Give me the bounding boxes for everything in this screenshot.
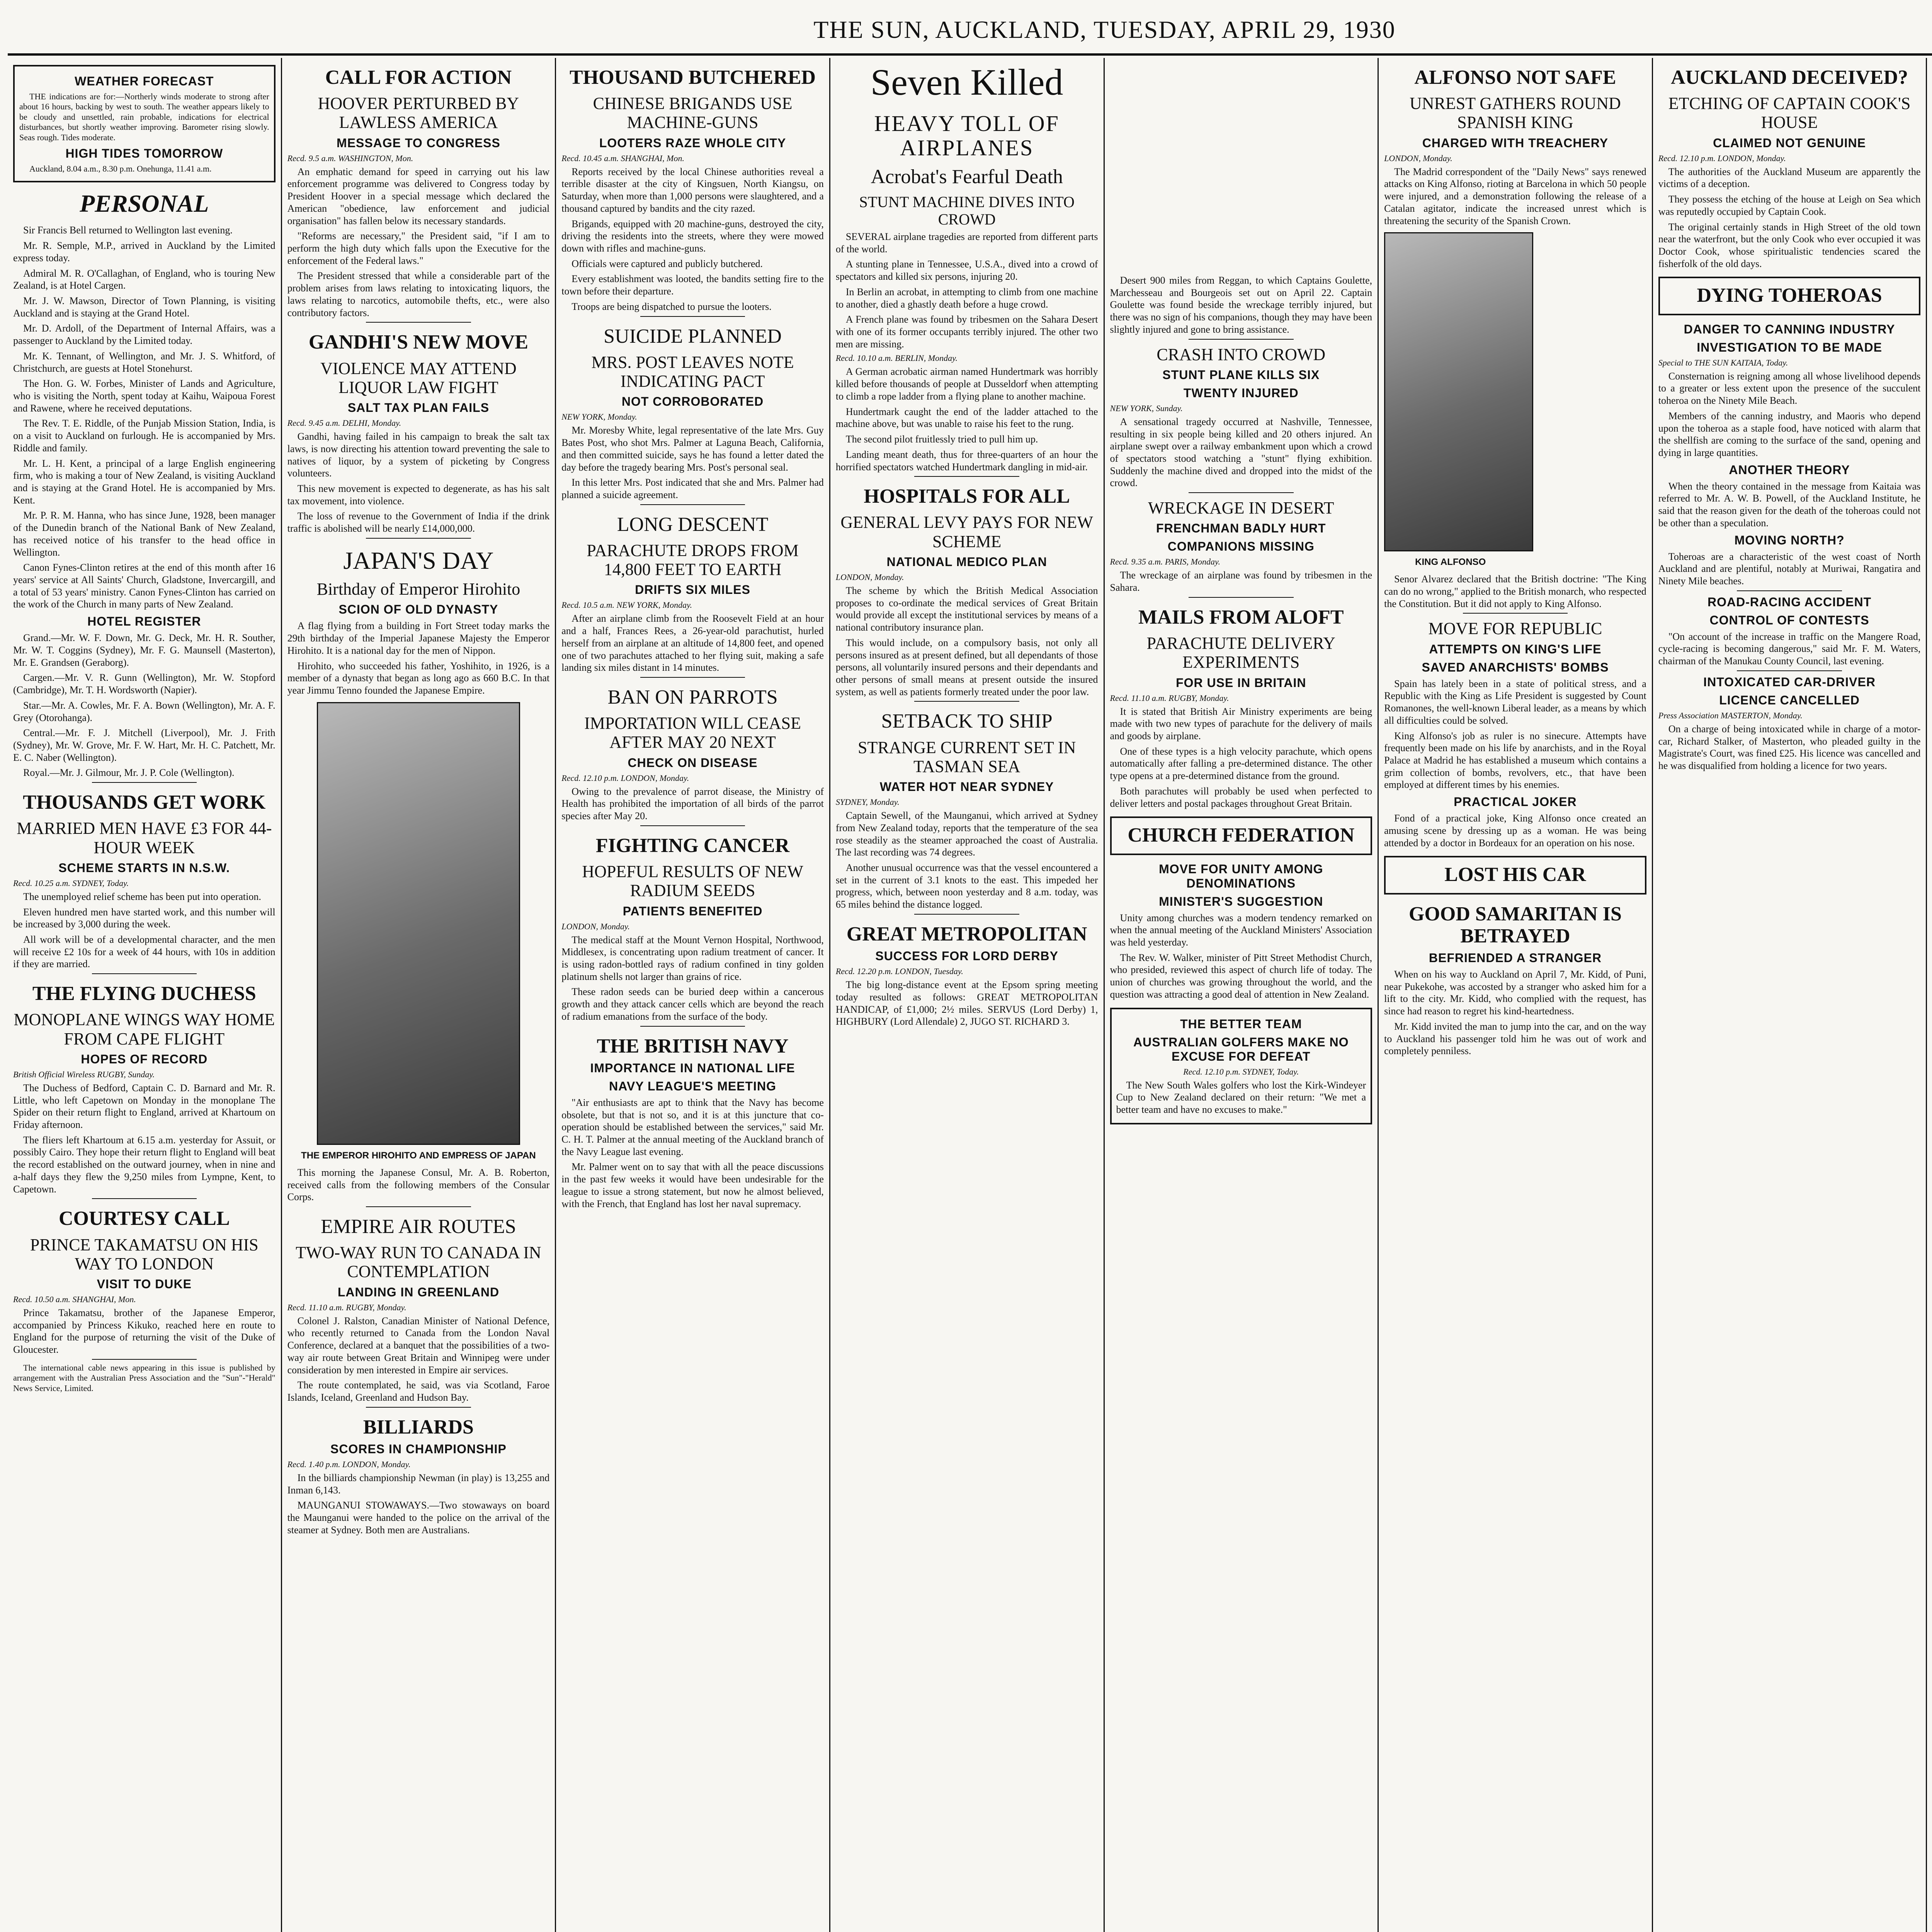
japan-title: JAPAN'S DAY xyxy=(343,546,494,574)
king-alfonso-caption: KING ALFONSO xyxy=(1415,557,1486,568)
maunganui-text: MAUNGANUI STOWAWAYS.—Two stowaways on board the Maunganui were handed to the police on the arrival of the steamer at Sydney. Both men are Australians. xyxy=(287,1500,550,1536)
descent-label: DRIFTS SIX MILES xyxy=(635,583,750,597)
column-4 xyxy=(830,58,1105,1932)
metro-title: GREAT METROPOLITAN xyxy=(846,923,1087,945)
wreck-dateline: Recd. 9.35 a.m. PARIS, Monday. xyxy=(1110,557,1221,567)
duchess-dateline: British Official Wireless RUGBY, Sunday. xyxy=(13,1069,155,1079)
driver-label: LICENCE CANCELLED xyxy=(1719,693,1860,707)
seven-sub: HEAVY TOLL OF AIRPLANES xyxy=(874,111,1060,161)
hospitals-title: HOSPITALS FOR ALL xyxy=(864,485,1070,508)
crash-label: STUNT PLANE KILLS SIX xyxy=(1162,367,1320,382)
car-title: LOST HIS CAR xyxy=(1444,864,1586,886)
divider xyxy=(366,538,471,539)
descent-title: LONG DESCENT xyxy=(617,513,769,536)
church-title: CHURCH FEDERATION xyxy=(1128,824,1355,847)
hospitals-text: This would include, on a compulsory basis, not only all persons insured as at present defined, but all dependants of those persons, all voluntarily insured persons and their dependants and other persons of small means at present outside the insured system, as well as patients formerly treated under the poor law. xyxy=(835,637,1098,697)
car-sub: GOOD SAMARITAN IS BETRAYED xyxy=(1409,903,1622,947)
seven-intro: SEVERAL airplane tragedies are reported from different parts of the world. xyxy=(835,231,1098,255)
work-text: The unemployed relief scheme has been put into operation. xyxy=(23,891,261,902)
setback-sub: STRANGE CURRENT SET IN TASMAN SEA xyxy=(858,738,1076,776)
divider xyxy=(1189,339,1293,340)
cancer-dateline: LONDON, Monday. xyxy=(561,921,630,931)
duchess-text: The fliers left Khartoum at 6.15 a.m. yesterday for Assuit, or possibly Cairo. They hope their return flight to England will beat the record established on the outward journey, when in nine and a-half days they flew the 9,250 miles from Lympne, Kent, to Capetown. xyxy=(13,1134,276,1195)
duchess-label: HOPES OF RECORD xyxy=(81,1052,208,1066)
divider xyxy=(92,973,197,974)
suicide-sub: MRS. POST LEAVES NOTE INDICATING PACT xyxy=(591,352,794,391)
metro-text: The big long-distance event at the Epsom spring meeting today resulted as follows: GREAT METROPOLITAN HANDICAP, of £1,000; 2½ miles. SERVUS (Lord Derby) 1, HIGHBURY (Lord Allendale) 2, JUGO ST. RICHARD 3. xyxy=(835,979,1098,1027)
seven-label: STUNT MACHINE DIVES INTO CROWD xyxy=(859,193,1075,228)
hospitals-sub: GENERAL LEVY PAYS FOR NEW SCHEME xyxy=(840,513,1093,551)
thousand-text: Brigands, equipped with 20 machine-guns, destroyed the city, driving the residents into the streets, where they were mowed down with rifles and machine-guns. xyxy=(561,218,824,254)
divider xyxy=(92,1198,197,1199)
divider xyxy=(914,701,1019,702)
north-label: MOVING NORTH? xyxy=(1734,533,1845,547)
joker-label: PRACTICAL JOKER xyxy=(1454,795,1577,809)
thousand-text: Troops are being dispatched to pursue the looters. xyxy=(571,301,772,312)
divider xyxy=(366,1206,471,1207)
mails-text: Both parachutes will probably be used when perfected to deliver letters and postal packages throughout Great Britain. xyxy=(1110,785,1372,809)
column-1 xyxy=(8,58,282,1932)
wreck-label: FRENCHMAN BADLY HURT xyxy=(1156,521,1326,536)
column-8 xyxy=(1927,58,1932,1932)
column-5 xyxy=(1105,58,1379,1932)
mails-dateline: Recd. 11.10 a.m. RUGBY, Monday. xyxy=(1110,693,1229,703)
courtesy-title: COURTESY CALL xyxy=(58,1208,230,1230)
hotel-title: HOTEL REGISTER xyxy=(87,614,201,629)
cancer-title: FIGHTING CANCER xyxy=(595,834,790,857)
divider xyxy=(640,504,745,505)
seven-title: Seven Killed xyxy=(870,61,1063,103)
divider xyxy=(92,782,197,783)
work-sub: MARRIED MEN HAVE £3 FOR 44-HOUR WEEK xyxy=(17,819,272,857)
personal-item: Mr. L. H. Kent, a principal of a large English engineering firm, who is making a tour of New Zealand, is visiting Auckland and is staying at the Grand Hotel. He is accompanied by Mrs. Kent. xyxy=(13,457,276,506)
columns xyxy=(8,58,1932,1932)
weather-box xyxy=(13,65,276,182)
road-title: ROAD-RACING ACCIDENT xyxy=(1708,595,1872,609)
column-2 xyxy=(282,58,556,1932)
courtesy-text: Prince Takamatsu, brother of the Japanese Emperor, accompanied by Princess Kikuko, reached here en route to England for the purpose of returning the visit of the Duke of Gloucester. xyxy=(13,1307,276,1355)
deceived-label: CLAIMED NOT GENUINE xyxy=(1713,136,1866,150)
call-dateline: Recd. 9.5 a.m. WASHINGTON, Mon. xyxy=(287,153,413,163)
courtesy-sub: PRINCE TAKAMATSU ON HIS WAY TO LONDON xyxy=(30,1235,259,1273)
parrots-label: CHECK ON DISEASE xyxy=(628,755,758,770)
road-label: CONTROL OF CONTESTS xyxy=(1709,613,1869,627)
setback-text: Captain Sewell, of the Maunganui, which arrived at Sydney from New Zealand today, reports that the temperature of the sea rose steadily as the steamer approached the coast of Australia. The last recording was 74 degrees. xyxy=(835,810,1098,858)
metro-label: SUCCESS FOR LORD DERBY xyxy=(875,949,1058,963)
alfonso-text: Senor Alvarez declared that the British doctrine: "The King can do no wrong," applied to the British monarch, who respected the Constitution. But it did not apply to King Alfonso. xyxy=(1384,573,1646,609)
hotel-item: Royal.—Mr. J. Gilmour, Mr. J. P. Cole (Wellington). xyxy=(23,767,235,779)
mails-text: It is stated that British Air Ministry experiments are being made with two new types of parachute for the delivery of mails and goods by airplane. xyxy=(1110,706,1372,742)
thousand-label: LOOTERS RAZE WHOLE CITY xyxy=(599,136,786,150)
wreck-title: WRECKAGE IN DESERT xyxy=(1148,498,1334,518)
tides-text: Auckland, 8.04 a.m., 8.30 p.m. Onehunga, 11.41 a.m. xyxy=(29,163,212,173)
divider xyxy=(1463,613,1568,614)
work-label: SCHEME STARTS IN N.S.W. xyxy=(58,861,230,875)
parrots-sub: IMPORTATION WILL CEASE AFTER MAY 20 NEXT xyxy=(584,714,801,752)
team-text: The New South Wales golfers who lost the Kirk-Windeyer Cup to New Zealand declared on their return: "We met a better team and have no excuses to make." xyxy=(1116,1079,1366,1115)
navy-text: "Air enthusiasts are apt to think that the Navy has become obsolete, but that is not so, and it is at this juncture that co-operation should be established between the services," said Mr. C. H. T. Palmer at the annual meeting of the Auckland branch of the Navy League last evening. xyxy=(561,1097,824,1157)
republic-sub: SAVED ANARCHISTS' BOMBS xyxy=(1422,660,1609,674)
navy-text: Mr. Palmer went on to say that with all the peace discussions in the past few weeks it would have been undesirable for the league to issue a strong statement, but now he almost believed, with the French, that England has lost her naval supremacy. xyxy=(561,1161,824,1209)
courtesy-label: VISIT TO DUKE xyxy=(97,1277,192,1291)
work-text: All work will be of a developmental character, and the men will receive £2 10s for a week of 44 hours, with 10s in addition if they are married. xyxy=(13,934,276,970)
divider xyxy=(1189,492,1293,493)
descent-text: After an airplane climb from the Roosevelt Field at an hour and a half, Frances Rees, a 26-year-old parachutist, hurled herself from an airplane at an altitude of 14,800 feet, and opened one of two parachutes attached to her flying suit, making a safe landing six miles distant in 14 minutes. xyxy=(561,613,824,673)
cancer-label: PATIENTS BENEFITED xyxy=(622,904,763,918)
alfonso-title: ALFONSO NOT SAFE xyxy=(1414,66,1616,88)
emperor-photo-caption: THE EMPEROR HIROHITO AND EMPRESS OF JAPAN xyxy=(301,1150,536,1161)
alfonso-text: The Madrid correspondent of the "Daily News" says renewed attacks on King Alfonso, rioting at Barcelona in which 50 people were injured, and a demonstration following the release of a Catalan agitator, indicate the increased unrest which is threatening the security of the Spanish Crown. xyxy=(1384,166,1646,226)
duchess-text: The Duchess of Bedford, Captain C. D. Barnard and Mr. R. Little, who left Capetown on Monday in the monoplane The Spider on their return flight to England, arrived at Khartoum on Friday afternoon. xyxy=(13,1082,276,1130)
masthead xyxy=(8,7,1932,56)
descent-sub: PARACHUTE DROPS FROM 14,800 FEET TO EARTH xyxy=(587,541,799,579)
driver-text: On a charge of being intoxicated while in charge of a motor-car, Richard Stalker, of Masterton, who pleaded guilty in the Magistrate's Court, was fined £25. His licence was cancelled and he was disqualified from holding a licence for two years. xyxy=(1658,723,1921,772)
personal-item: The Rev. T. E. Riddle, of the Punjab Mission Station, India, is on a visit to Auckland on furlough. He is accompanied by Mrs. Riddle and family. xyxy=(13,418,276,454)
hotel-item: Grand.—Mr. W. F. Down, Mr. G. Deck, Mr. H. R. Souther, Mr. W. T. Coggins (Sydney), Mr. F. G. Maunsell (Masterton), Mr. E. Grandsen (Geraborg). xyxy=(13,632,276,668)
cancer-text: These radon seeds can be buried deep within a cancerous growth and they attack cancer cells which are beyond the reach of radium emanations from the surface of the body. xyxy=(561,986,824,1022)
setback-dateline: SYDNEY, Monday. xyxy=(835,797,900,807)
church-sub: MOVE FOR UNITY AMONG DENOMINATIONS xyxy=(1159,862,1323,890)
personal-item: Mr. R. Semple, M.P., arrived in Auckland by the Limited express today. xyxy=(13,240,276,264)
work-dateline: Recd. 10.25 a.m. SYDNEY, Today. xyxy=(13,878,129,888)
hospitals-label: NATIONAL MEDICO PLAN xyxy=(886,554,1047,569)
call-sub: HOOVER PERTURBED BY LAWLESS AMERICA xyxy=(318,94,519,132)
setback-title: SETBACK TO SHIP xyxy=(881,710,1053,733)
deceived-text: They possess the etching of the house at Leigh on Sea which was reputedly occupied by Captain Cook. xyxy=(1658,194,1921,217)
divider xyxy=(914,914,1019,915)
parrots-title: BAN ON PARROTS xyxy=(607,686,778,708)
japan-text: This morning the Japanese Consul, Mr. A. B. Roberton, received calls from the following members of the Consular Corps. xyxy=(287,1167,550,1203)
billiards-title: BILLIARDS xyxy=(363,1416,474,1438)
deceived-sub: ETCHING OF CAPTAIN COOK'S HOUSE xyxy=(1668,94,1911,132)
call-label: MESSAGE TO CONGRESS xyxy=(337,136,500,150)
hospitals-text: The scheme by which the British Medical Association proposes to co-ordinate the medical services of Great Britain would provide all except the institutional services by means of a national contributory insurance plan. xyxy=(835,585,1098,633)
toheroas-sub: DANGER TO CANNING INDUSTRY xyxy=(1684,322,1895,336)
gandhi-sub: VIOLENCE MAY ATTEND LIQUOR LAW FIGHT xyxy=(320,359,517,397)
toheroas-text: Consternation is reigning among all whose livelihood depends to a greater or less extent upon the presence of the succulent toheroa on the Ninety Mile Beach. xyxy=(1658,370,1921,406)
cancer-text: The medical staff at the Mount Vernon Hospital, Northwood, Middlesex, is concentrating upon radium treatment of cancer. It is using radon-bottled rays of radium confined in tiny golden platinum shells not larger than grains of rice. xyxy=(561,934,824,982)
gandhi-title: GANDHI'S NEW MOVE xyxy=(308,331,529,354)
navy-sub: IMPORTANCE IN NATIONAL LIFE xyxy=(590,1061,795,1075)
empire-label: LANDING IN GREENLAND xyxy=(337,1285,500,1299)
joker-text: Fond of a practical joke, King Alfonso once created an amusing scene by dressing up as a woman. He was being attended by a doctor in Bordeaux for an operation on his nose. xyxy=(1384,813,1646,849)
seven-italic: Acrobat's Fearful Death xyxy=(871,166,1063,188)
empire-title: EMPIRE AIR ROUTES xyxy=(321,1215,516,1238)
column-3 xyxy=(556,58,830,1932)
seven-intro: In Berlin an acrobat, in attempting to climb from one machine to another, died a ghastly death before a huge crowd. xyxy=(835,286,1098,310)
call-text: The President stressed that while a considerable part of the problem arises from laws relating to intoxicating liquors, the laws relating to narcotics, automobile thefts, etc., were also contributory factors. xyxy=(287,270,550,318)
toheroas-label: INVESTIGATION TO BE MADE xyxy=(1697,340,1882,354)
crash-sub: TWENTY INJURED xyxy=(1183,386,1299,400)
church-text: The Rev. W. Walker, minister of Pitt Street Methodist Church, who presided, reviewed this aspect of church life of today. The union of churches was growing throughout the world, and the question was attracting a good deal of attention in New Zealand. xyxy=(1110,952,1372,1000)
courtesy-dateline: Recd. 10.50 a.m. SHANGHAI, Mon. xyxy=(13,1294,136,1304)
personal-list xyxy=(13,224,276,611)
wreck-sub: COMPANIONS MISSING xyxy=(1167,539,1315,554)
car-box xyxy=(1384,856,1646,894)
driver-title: INTOXICATED CAR-DRIVER xyxy=(1703,675,1876,689)
billiards-text: In the billiards championship Newman (in play) is 13,255 and Inman 6,143. xyxy=(287,1472,550,1496)
work-text: Eleven hundred men have started work, and this number will be increased by 3,000 during the week. xyxy=(13,906,276,930)
theory-label: ANOTHER THEORY xyxy=(1729,463,1850,477)
desert-text: Desert 900 miles from Reggan, to which Captains Goulette, Marchesseau and Bourgeois set out on April 22. Captain Goulette was found beside the wreckage terribly injured, but there was no sign of his companions, though they may have been slightly injured and gone to bring assistance. xyxy=(1110,275,1372,335)
republic-label: ATTEMPTS ON KING'S LIFE xyxy=(1429,642,1602,656)
thousand-sub: CHINESE BRIGANDS USE MACHINE-GUNS xyxy=(593,94,793,132)
personal-item: Canon Fynes-Clinton retires at the end of this month after 16 years' service at All Saints' Church, Gladstone, Invercargill, and a total of 53 years' ministry. Canon Fynes-Clinton has carried on the work of the Church in many parts of New Zealand. xyxy=(13,562,276,610)
mails-label: FOR USE IN BRITAIN xyxy=(1176,675,1306,690)
toheroas-title: DYING TOHEROAS xyxy=(1697,284,1882,307)
driver-dateline: Press Association MASTERTON, Monday. xyxy=(1658,710,1803,720)
call-title: CALL FOR ACTION xyxy=(325,66,512,88)
weather-text: THE indications are for:—Northerly winds moderate to strong after about 16 hours, backing by west to south. The weather appears likely to be cloudy and unsettled, rain probable, indications for electrical disturbances, but shortly weather improving. Barometer rising slowly. Seas rough. Tides moderate. xyxy=(19,92,269,142)
divider xyxy=(640,316,745,317)
japan-text: Hirohito, who succeeded his father, Yoshihito, in 1926, is a member of a dynasty that began as long ago as 660 B.C. In that year Jimmu Tenno founded the Japanese Empire. xyxy=(287,660,550,696)
thousand-text: Reports received by the local Chinese authorities reveal a terrible disaster at the city of Kingsuen, North Kiangsu, on Saturday, when more than 1,000 persons were slaughtered, and a thousand captured by bandits and the city razed. xyxy=(561,166,824,214)
masthead-title: THE SUN, AUCKLAND, TUESDAY, APRIL 29, 1930 xyxy=(813,16,1396,43)
theory-text: When the theory contained in the message from Kaitaia was referred to Mr. A. W. B. Powell, of the Auckland Institute, he said that the reason given for the death of the toheroas could not be other than a speculation. xyxy=(1658,480,1921,529)
toheroas-box xyxy=(1658,277,1921,315)
republic-title: MOVE FOR REPUBLIC xyxy=(1428,619,1602,638)
japan-sub: Birthday of Emperor Hirohito xyxy=(316,580,520,599)
car-label: BEFRIENDED A STRANGER xyxy=(1429,951,1602,965)
hotel-item: Cargen.—Mr. V. R. Gunn (Wellington), Mr. W. Stopford (Cambridge), Mr. T. H. Wordsworth (Napier). xyxy=(13,672,276,696)
north-text: Toheroas are a characteristic of the west coast of North Auckland and are plentiful, notably at Muriwai, Rangatira and Ninety Mile beaches. xyxy=(1658,551,1921,587)
republic-text: King Alfonso's job as ruler is no sinecure. Attempts have frequently been made on his life by anarchists, and in the Royal Palace at Madrid he has established a museum which contains a grim collection of bombs, revolvers, etc., that have been employed at different times by his enemies. xyxy=(1384,730,1646,791)
seven-intro: A stunting plane in Tennessee, U.S.A., dived into a crowd of spectators and killed six persons, injuring 20. xyxy=(835,259,1098,282)
call-text: "Reforms are necessary," the President said, "if I am to perform the high duty which falls upon the Executive for the enforcement of the Federal laws." xyxy=(287,230,550,266)
gandhi-dateline: Recd. 9.45 a.m. DELHI, Monday. xyxy=(287,418,401,428)
personal-item: Mr. P. R. M. Hanna, who has since June, 1928, been manager of the Dunedin branch of the National Bank of New Zealand, has received notice of his transfer to the head office in Wellington. xyxy=(13,510,276,558)
king-alfonso-photo xyxy=(1384,232,1533,551)
road-text: "On account of the increase in traffic on the Mangere Road, cycle-racing is becoming dangerous," said Mr. F. M. Waters, chairman of the Manukau County Council, last evening. xyxy=(1658,631,1921,667)
gandhi-text: Gandhi, having failed in his campaign to break the salt tax laws, is now directing his attention toward preventing the sale to natives of liquor, by a system of picketing by Congress volunteers. xyxy=(287,431,550,479)
note-text: The international cable news appearing in this issue is published by arrangement with the Australian Press Association and the "Sun"-"Herald" News Service, Limited. xyxy=(13,1362,276,1393)
column-6 xyxy=(1379,58,1653,1932)
seven-text: The second pilot fruitlessly tried to pull him up. xyxy=(845,434,1038,445)
hotel-item: Star.—Mr. A. Cowles, Mr. F. A. Bown (Wellington), Mr. A. F. Grey (Otorohanga). xyxy=(13,699,276,723)
empire-text: Colonel J. Ralston, Canadian Minister of National Defence, who recently returned to Canada from the London Naval Conference, declared at a banquet that the possibilities of a two-way air route between Great Britain and Winnipeg were under consideration by men interested in Empire air services. xyxy=(287,1315,550,1376)
divider xyxy=(640,677,745,678)
personal-item: Mr. K. Tennant, of Wellington, and Mr. J. S. Whitford, of Christchurch, are guests at Hotel Stonehurst. xyxy=(13,350,276,374)
call-text: An emphatic demand for speed in carrying out his law enforcement programme was delivered to Congress today by President Hoover in a special message which declared the American "obedience, law enforcement and judicial organisation" has fallen below its necessary standards. xyxy=(287,166,550,226)
thousand-text: Every establishment was looted, the bandits setting fire to the town before their departure. xyxy=(561,273,824,297)
setback-text: Another unusual occurrence was that the vessel encountered a set in the current of 3.1 knots to the east. This impeded her progress, which, between noon yesterday and 8 a.m. today, was 65 miles behind the distance logged. xyxy=(835,862,1098,910)
work-title: THOUSANDS GET WORK xyxy=(23,791,266,814)
empire-dateline: Recd. 11.10 a.m. RUGBY, Monday. xyxy=(287,1302,406,1312)
crash-title: CRASH INTO CROWD xyxy=(1156,345,1326,364)
alfonso-sub: UNREST GATHERS ROUND SPANISH KING xyxy=(1410,94,1621,132)
emperor-photo xyxy=(317,702,520,1145)
team-dateline: Recd. 12.10 p.m. SYDNEY, Today. xyxy=(1183,1066,1299,1077)
hospitals-dateline: LONDON, Monday. xyxy=(835,572,904,582)
thousand-dateline: Recd. 10.45 a.m. SHANGHAI, Mon. xyxy=(561,153,684,163)
crash-text: A sensational tragedy occurred at Nashville, Tennessee, resulting in six people being killed and 20 others injured. An airplane swept over a railway embankment upon which a crowd of spectators stood watching a "stunt" flying exhibition. Suddenly the machine dived and dropped into the midst of the crowd. xyxy=(1110,416,1372,489)
team-title: THE BETTER TEAM xyxy=(1180,1017,1302,1031)
japan-text: A flag flying from a building in Fort Street today marks the 29th birthday of the Imperial Japanese Majesty the Emperor Hirohito. It is a national day for the men of Nippon. xyxy=(287,620,550,656)
parrots-dateline: Recd. 12.10 p.m. LONDON, Monday. xyxy=(561,773,689,783)
personal-item: Admiral M. R. O'Callaghan, of England, who is touring New Zealand, is at Hotel Cargen. xyxy=(13,267,276,291)
thousand-text: Officials were captured and publicly butchered. xyxy=(571,258,763,269)
divider xyxy=(1737,590,1842,591)
deceived-text: The original certainly stands in High Street of the old town near the waterfront, but the only Cook who ever occupied it was Doctor Cook, whose spiritualistic tendencies scared the fisherfolk of the old days. xyxy=(1658,221,1921,269)
empire-text: The route contemplated, he said, was via Scotland, Faroe Islands, Iceland, Greenland and Hudson Bay. xyxy=(287,1379,550,1403)
toheroas-dateline: Special to THE SUN KAITAIA, Today. xyxy=(1658,357,1788,367)
personal-item: The Hon. G. W. Forbes, Minister of Lands and Agriculture, who is visiting the North, spent today at Kaihu, Waipoua Forest and Rawene, where he received deputations. xyxy=(13,378,276,414)
divider xyxy=(366,322,471,323)
personal-item: Mr. J. W. Mawson, Director of Town Planning, is visiting Auckland and is staying at the Grand Hotel. xyxy=(13,295,276,319)
japan-label: SCION OF OLD DYNASTY xyxy=(338,602,498,617)
mails-title: MAILS FROM ALOFT xyxy=(1138,606,1344,628)
empire-sub: TWO-WAY RUN TO CANADA IN CONTEMPLATION xyxy=(296,1243,541,1281)
church-label: MINISTER'S SUGGESTION xyxy=(1159,894,1323,908)
toheroas-text: Members of the canning industry, and Maoris who depend upon the toheroa as a staple food, have noticed with alarm that the shellfish are coming to the surface of the sand, opening and dying in large quantities. xyxy=(1658,410,1921,458)
crash-dateline: NEW YORK, Sunday. xyxy=(1110,403,1183,413)
deceived-dateline: Recd. 12.10 p.m. LONDON, Monday. xyxy=(1658,153,1786,163)
suicide-text: In this letter Mrs. Post indicated that she and Mrs. Palmer had planned a suicide agreement. xyxy=(561,477,824,500)
seven-text: Hundertmark caught the end of the ladder attached to the machine above, but was unable to raise his feet to the rung. xyxy=(835,406,1098,430)
divider xyxy=(640,825,745,826)
seven-dateline: Recd. 10.10 a.m. BERLIN, Monday. xyxy=(835,353,958,363)
personal-item: Sir Francis Bell returned to Wellington last evening. xyxy=(23,224,233,236)
suicide-text: Mr. Moresby White, legal representative of the late Mrs. Guy Bates Post, who shot Mrs. Palmer at Laguna Beach, California, and then committed suicide, says he has found a letter dated the day before the tragedy bearing Mrs. Post's personal seal. xyxy=(561,425,824,473)
church-text: Unity among churches was a modern tendency remarked on when the annual meeting of the Auckland Ministers' Association was held yesterday. xyxy=(1110,912,1372,948)
parrots-text: Owing to the prevalence of parrot disease, the Ministry of Health has prohibited the importation of all birds of the parrot species after May 20. xyxy=(561,786,824,822)
thousand-title: THOUSAND BUTCHERED xyxy=(570,66,816,88)
personal-title: PERSONAL xyxy=(80,190,209,218)
alfonso-label: CHARGED WITH TREACHERY xyxy=(1422,136,1609,150)
suicide-dateline: NEW YORK, Monday. xyxy=(561,412,637,422)
suicide-title: SUICIDE PLANNED xyxy=(604,325,782,347)
duchess-sub: MONOPLANE WINGS WAY HOME FROM CAPE FLIGHT xyxy=(14,1010,275,1048)
suicide-label: NOT CORROBORATED xyxy=(621,395,764,409)
metro-dateline: Recd. 12.20 p.m. LONDON, Tuesday. xyxy=(835,966,963,976)
divider xyxy=(914,476,1019,477)
billiards-label: SCORES IN CHAMPIONSHIP xyxy=(330,1442,507,1456)
gandhi-text: The loss of revenue to the Government of India if the drink traffic is abolished will be nearly £14,000,000. xyxy=(287,510,550,534)
duchess-title: THE FLYING DUCHESS xyxy=(32,983,256,1005)
navy-label: NAVY LEAGUE'S MEETING xyxy=(609,1079,776,1093)
church-box xyxy=(1110,816,1372,855)
billiards-dateline: Recd. 1.40 p.m. LONDON, Monday. xyxy=(287,1459,411,1469)
divider xyxy=(640,1026,745,1027)
car-text: When on his way to Auckland on April 7, Mr. Kidd, of Puni, near Pukekohe, was accosted by a stranger who asked him for a lift to the city. Mr. Kidd, who complied with the request, has since had reason to regret his kind-heartedness. xyxy=(1384,968,1646,1017)
team-box xyxy=(1110,1008,1372,1124)
divider xyxy=(92,1359,197,1360)
divider xyxy=(1737,670,1842,671)
setback-label: WATER HOT NEAR SYDNEY xyxy=(879,780,1054,794)
tides-title: HIGH TIDES TOMORROW xyxy=(65,146,223,160)
seven-text: A German acrobatic airman named Hundertmark was horribly killed before thousands of people at Dusseldorf when attempting to climb a rope ladder from a flying plane to another machine. xyxy=(835,366,1098,402)
navy-title: THE BRITISH NAVY xyxy=(597,1035,789,1057)
wreck-text: The wreckage of an airplane was found by tribesmen in the Sahara. xyxy=(1110,570,1372,594)
descent-dateline: Recd. 10.5 a.m. NEW YORK, Monday. xyxy=(561,600,692,610)
cancer-sub: HOPEFUL RESULTS OF NEW RADIUM SEEDS xyxy=(582,862,803,900)
weather-title: WEATHER FORECAST xyxy=(75,74,214,88)
headline-span-space xyxy=(1110,58,1372,274)
deceived-title: AUCKLAND DECEIVED? xyxy=(1671,66,1908,88)
seven-intro: A French plane was found by tribesmen on the Sahara Desert with one of its former occupants terribly injured. The other two men are missing. xyxy=(835,314,1098,350)
deceived-text: The authorities of the Auckland Museum are apparently the victims of a deception. xyxy=(1658,166,1921,190)
hotel-item: Central.—Mr. F. J. Mitchell (Liverpool), Mr. J. Frith (Sydney), Mr. W. Grove, Mr. F. W. Hart, Mr. H. C. Patchett, Mr. E. C. Naber (Wellington). xyxy=(13,727,276,763)
gandhi-text: This new movement is expected to degenerate, as has his salt tax movement, into violence. xyxy=(287,483,550,507)
seven-text: Landing meant death, thus for three-quarters of an hour the horrified spectators watched Hundertmark dangling in mid-air. xyxy=(835,449,1098,473)
republic-text: Spain has lately been in a state of political stress, and a Republic with the King as Life President is suggested by Count Romanones, the well-known Liberal leader, as a means by which all difficulties could be solved. xyxy=(1384,678,1646,726)
gandhi-label: SALT TAX PLAN FAILS xyxy=(347,401,490,415)
alfonso-dateline: LONDON, Monday. xyxy=(1384,153,1452,163)
team-sub: AUSTRALIAN GOLFERS MAKE NO EXCUSE FOR DEFEAT xyxy=(1133,1035,1349,1063)
car-text: Mr. Kidd invited the man to jump into the car, and on the way to Auckland his passenger told him he was out of work and completely penniless. xyxy=(1384,1020,1646,1057)
personal-item: Mr. D. Ardoll, of the Department of Internal Affairs, was a passenger to Auckland by the Limited today. xyxy=(13,323,276,347)
divider xyxy=(1189,597,1293,598)
mails-sub: PARACHUTE DELIVERY EXPERIMENTS xyxy=(1146,634,1336,672)
divider xyxy=(366,1407,471,1408)
column-7 xyxy=(1653,58,1927,1932)
mails-text: One of these types is a high velocity parachute, which opens automatically after falling a pre-determined distance. The other type opens at a pre-determined distance from the ground. xyxy=(1110,745,1372,782)
